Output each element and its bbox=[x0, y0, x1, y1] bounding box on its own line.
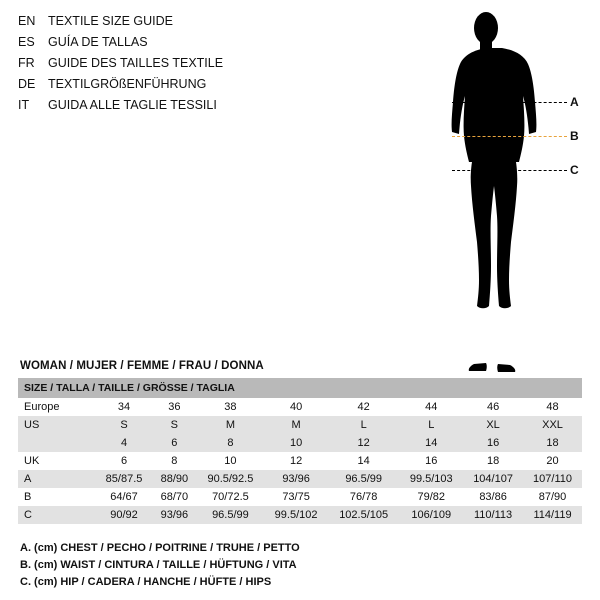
row-label: C bbox=[18, 506, 96, 524]
table-cell: L bbox=[328, 416, 399, 434]
table-cell: 68/70 bbox=[152, 488, 197, 506]
table-cell: 88/90 bbox=[152, 470, 197, 488]
language-legend bbox=[18, 14, 348, 119]
legend-text: TEXTILGRÖßENFÜHRUNG bbox=[48, 77, 207, 91]
legend-text: GUIDA ALLE TAGLIE TESSILI bbox=[48, 98, 217, 112]
table-cell: 90/92 bbox=[96, 506, 152, 524]
table-header-label: SIZE / TALLA / TAILLE / GRÖSSE / TAGLIA bbox=[18, 378, 582, 398]
table-row bbox=[18, 452, 582, 470]
table-cell: 83/86 bbox=[463, 488, 523, 506]
table-cell: 16 bbox=[463, 434, 523, 452]
row-label: US bbox=[18, 416, 96, 434]
note-waist: B. (cm) WAIST / CINTURA / TAILLE / HÜFTUNG / VITA bbox=[20, 559, 297, 571]
table-cell: 38 bbox=[197, 398, 265, 416]
table-row bbox=[18, 434, 582, 452]
table-cell: 44 bbox=[399, 398, 463, 416]
table-cell: M bbox=[197, 416, 265, 434]
row-label: UK bbox=[18, 452, 96, 470]
table-cell: 70/72.5 bbox=[197, 488, 265, 506]
table-cell: S bbox=[152, 416, 197, 434]
table-cell: 18 bbox=[463, 452, 523, 470]
size-table bbox=[18, 378, 582, 524]
table-cell: 10 bbox=[197, 452, 265, 470]
measure-line-c bbox=[452, 170, 567, 171]
table-row bbox=[18, 398, 582, 416]
table-cell: 110/113 bbox=[463, 506, 523, 524]
table-header-row bbox=[18, 378, 582, 398]
table-cell: 106/109 bbox=[399, 506, 463, 524]
table-cell: L bbox=[399, 416, 463, 434]
measure-label-a: A bbox=[570, 95, 579, 109]
woman-silhouette-icon bbox=[420, 6, 600, 376]
legend-row bbox=[18, 14, 348, 35]
table-group-title: WOMAN / MUJER / FEMME / FRAU / DONNA bbox=[20, 360, 264, 372]
row-label bbox=[18, 434, 96, 452]
legend-row bbox=[18, 35, 348, 56]
legend-row bbox=[18, 56, 348, 77]
row-label: B bbox=[18, 488, 96, 506]
table-cell: 107/110 bbox=[523, 470, 582, 488]
table-cell: M bbox=[264, 416, 328, 434]
table-cell: 85/87.5 bbox=[96, 470, 152, 488]
table-cell: XL bbox=[463, 416, 523, 434]
table-cell: 20 bbox=[523, 452, 582, 470]
legend-code: DE bbox=[18, 77, 36, 91]
table-cell: S bbox=[96, 416, 152, 434]
table-cell: 99.5/102 bbox=[264, 506, 328, 524]
table-cell: 12 bbox=[264, 452, 328, 470]
table-row bbox=[18, 506, 582, 524]
table-cell: 96.5/99 bbox=[197, 506, 265, 524]
table-cell: XXL bbox=[523, 416, 582, 434]
legend-text: TEXTILE SIZE GUIDE bbox=[48, 14, 174, 28]
table-cell: 99.5/103 bbox=[399, 470, 463, 488]
table-cell: 114/119 bbox=[523, 506, 582, 524]
legend-text: GUIDE DES TAILLES TEXTILE bbox=[48, 56, 224, 70]
measure-line-b bbox=[452, 136, 567, 137]
legend-code: FR bbox=[18, 56, 35, 70]
legend-code: ES bbox=[18, 35, 35, 49]
table-row bbox=[18, 470, 582, 488]
note-chest: A. (cm) CHEST / PECHO / POITRINE / TRUHE / PETTO bbox=[20, 542, 300, 554]
row-label: Europe bbox=[18, 398, 96, 416]
table-cell: 14 bbox=[328, 452, 399, 470]
table-cell: 8 bbox=[197, 434, 265, 452]
measure-label-c: C bbox=[570, 163, 579, 177]
table-cell: 73/75 bbox=[264, 488, 328, 506]
measurement-notes bbox=[18, 540, 582, 591]
table-cell: 76/78 bbox=[328, 488, 399, 506]
table-cell: 40 bbox=[264, 398, 328, 416]
table-cell: 12 bbox=[328, 434, 399, 452]
measurement-figure bbox=[420, 6, 600, 376]
table-cell: 90.5/92.5 bbox=[197, 470, 265, 488]
legend-row bbox=[18, 77, 348, 98]
legend-code: IT bbox=[18, 98, 30, 112]
table-cell: 16 bbox=[399, 452, 463, 470]
table-cell: 46 bbox=[463, 398, 523, 416]
table-cell: 10 bbox=[264, 434, 328, 452]
table-cell: 6 bbox=[96, 452, 152, 470]
table-cell: 4 bbox=[96, 434, 152, 452]
note-hip: C. (cm) HIP / CADERA / HANCHE / HÜFTE / HIPS bbox=[20, 576, 272, 588]
measure-label-b: B bbox=[570, 129, 579, 143]
table-cell: 8 bbox=[152, 452, 197, 470]
table-cell: 96.5/99 bbox=[328, 470, 399, 488]
table-cell: 48 bbox=[523, 398, 582, 416]
table-row bbox=[18, 416, 582, 434]
table-cell: 64/67 bbox=[96, 488, 152, 506]
measure-line-a bbox=[452, 102, 567, 103]
table-cell: 79/82 bbox=[399, 488, 463, 506]
table-row bbox=[18, 488, 582, 506]
table-cell: 102.5/105 bbox=[328, 506, 399, 524]
legend-text: GUÍA DE TALLAS bbox=[48, 35, 148, 49]
table-cell: 93/96 bbox=[152, 506, 197, 524]
table-cell: 87/90 bbox=[523, 488, 582, 506]
table-cell: 34 bbox=[96, 398, 152, 416]
table-cell: 93/96 bbox=[264, 470, 328, 488]
table-cell: 14 bbox=[399, 434, 463, 452]
row-label: A bbox=[18, 470, 96, 488]
size-table-block bbox=[18, 360, 582, 524]
table-cell: 6 bbox=[152, 434, 197, 452]
table-cell: 18 bbox=[523, 434, 582, 452]
table-cell: 42 bbox=[328, 398, 399, 416]
table-cell: 104/107 bbox=[463, 470, 523, 488]
legend-code: EN bbox=[18, 14, 36, 28]
legend-row bbox=[18, 98, 348, 119]
table-cell: 36 bbox=[152, 398, 197, 416]
